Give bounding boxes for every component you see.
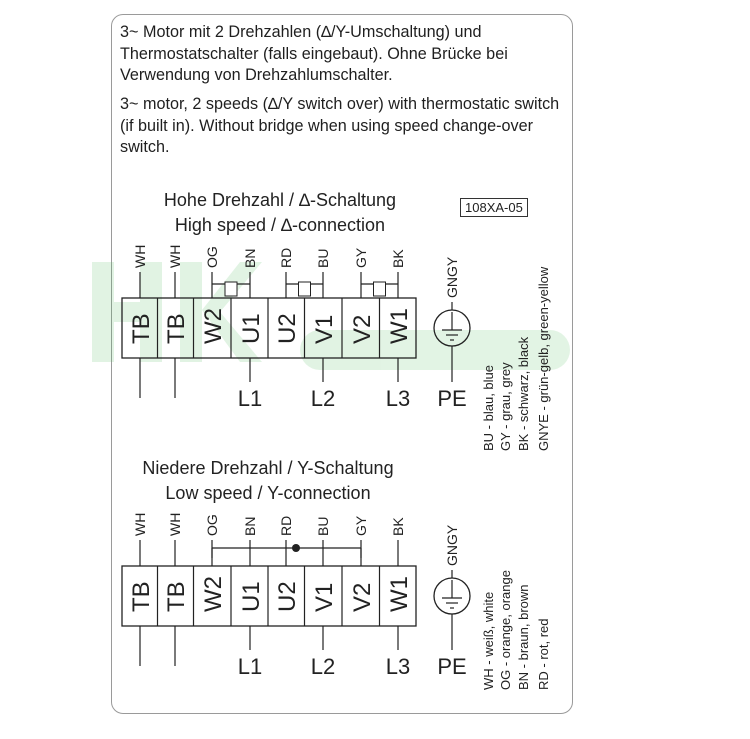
high-speed-title-de: Hohe Drehzahl / ∆-Schaltung <box>163 190 397 210</box>
terminal-label-w1: W1 <box>386 576 413 612</box>
earth-wire-label: GNGY <box>444 256 460 298</box>
earth-wire-label: GNGY <box>444 524 460 566</box>
wire-color-label-og: OG <box>204 514 220 536</box>
wire-color-label-bk: BK <box>390 249 406 268</box>
wire-color-label-bu: BU <box>315 248 331 268</box>
supply-line-l2: L2 <box>310 386 336 411</box>
wire-color-label-bn: BN <box>242 516 258 536</box>
terminal-label-v1: V1 <box>311 314 338 344</box>
terminal-label-u1: U1 <box>238 581 265 612</box>
legend-entry: BN - braun, brown <box>516 584 531 690</box>
bridge-link <box>374 282 386 296</box>
wire-color-label-gy: GY <box>353 247 369 268</box>
terminal-label-tb: TB <box>128 313 155 344</box>
terminal-label-tb: TB <box>128 581 155 612</box>
supply-line-l3: L3 <box>385 386 411 411</box>
legend-entry: BK - schwarz, black <box>516 336 531 451</box>
terminal-label-u2: U2 <box>274 313 301 344</box>
wire-color-label-bu: BU <box>315 516 331 536</box>
low-speed-title-de: Niedere Drehzahl / Y-Schaltung <box>142 458 394 478</box>
wire-color-label-rd: RD <box>278 515 294 536</box>
legend-entry: OG - orange, orange <box>498 570 513 690</box>
terminal-label-v2: V2 <box>349 314 376 344</box>
protective-earth-label: PE <box>437 386 467 411</box>
supply-line-l2: L2 <box>310 654 336 679</box>
legend-entry: GY - grau, grey <box>498 362 513 451</box>
supply-line-l1: L1 <box>237 654 263 679</box>
model-code: 108XA-05 <box>460 198 528 217</box>
description-german: 3~ Motor mit 2 Drehzahlen (∆/Y-Umschaltung) und Thermostatschalter (falls eingebaut). Ohne Brücke bei Verwendung von Drehzahlumschalter. <box>120 23 508 84</box>
bridge-link <box>299 282 311 296</box>
supply-line-l3: L3 <box>385 654 411 679</box>
protective-earth-label: PE <box>437 654 467 679</box>
wire-color-label-og: OG <box>204 246 220 268</box>
high-speed-title-en: High speed / ∆-connection <box>174 215 386 235</box>
wire-color-label-rd: RD <box>278 247 294 268</box>
wire-color-label-bk: BK <box>390 517 406 536</box>
legend-entry: GNYE - grün-gelb, green-yellow <box>536 266 551 451</box>
description-english: 3~ motor, 2 speeds (∆/Y switch over) with thermostatic switch (if built in). Without bridge when using speed change-over switch. <box>120 95 560 156</box>
low-speed-title-en: Low speed / Y-connection <box>165 483 371 503</box>
wire-color-label-wh: WH <box>132 244 148 268</box>
bridge-link <box>225 282 237 296</box>
terminal-label-u1: U1 <box>238 313 265 344</box>
star-point-dot <box>292 544 300 552</box>
terminal-label-v1: V1 <box>311 582 338 612</box>
legend-entry: RD - rot, red <box>536 618 551 690</box>
wire-color-label-wh: WH <box>167 244 183 268</box>
wire-color-label-wh: WH <box>167 512 183 536</box>
wire-color-label-wh: WH <box>132 512 148 536</box>
terminal-label-w2: W2 <box>200 576 227 612</box>
terminal-label-u2: U2 <box>274 581 301 612</box>
wire-color-label-bn: BN <box>242 248 258 268</box>
legend-entry: WH - weiß, white <box>481 591 496 690</box>
terminal-label-w1: W1 <box>386 308 413 344</box>
supply-line-l1: L1 <box>237 386 263 411</box>
wire-color-label-gy: GY <box>353 515 369 536</box>
terminal-label-w2: W2 <box>200 308 227 344</box>
terminal-label-tb: TB <box>163 581 190 612</box>
terminal-label-tb: TB <box>163 313 190 344</box>
terminal-label-v2: V2 <box>349 582 376 612</box>
legend-entry: BU - blau, blue <box>481 365 496 451</box>
